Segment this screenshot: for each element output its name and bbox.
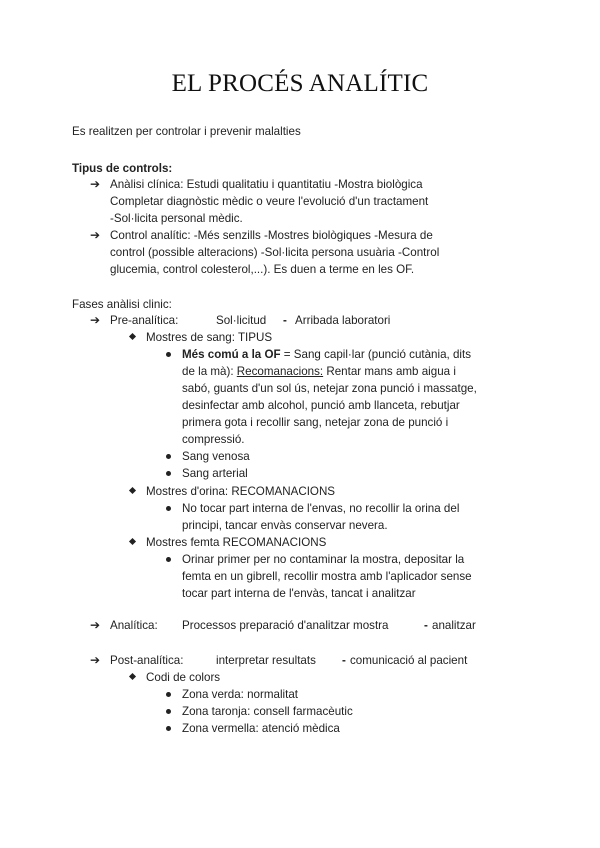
color-code-label: Codi de colors: [146, 671, 221, 684]
clinical-line-3: -Sol·licita personal mèdic.: [110, 212, 243, 225]
page-title: EL PROCÉS ANALÍTIC: [171, 70, 429, 97]
analytic-control-line-1: Control analític: -Més senzills -Mostres biològiques -Mesura de: [110, 229, 433, 242]
dot-bullet-icon: [166, 506, 171, 511]
dot-bullet-icon: [166, 471, 171, 476]
pre-analytic-label: Pre-analítica:: [110, 314, 179, 327]
pre-analytic-step-1: Sol·licitud: [216, 314, 267, 327]
urine-samples-label: Mostres d'orina: RECOMANACIONS: [146, 485, 336, 498]
capillary-line-1: Més comú a la OF = Sang capil·lar (punció cutània, dits: [182, 348, 472, 361]
feces-line-3: tocar part interna de l'envàs, tancat i analitzar: [182, 587, 416, 600]
arrow-bullet-icon: ➔: [90, 228, 101, 242]
diamond-bullet-icon: [129, 333, 136, 340]
post-analytic-text-2: comunicació al pacient: [350, 654, 468, 667]
analytic-text: Processos preparació d'analitzar mostra: [182, 619, 389, 632]
analytic-text-2: analitzar: [432, 619, 476, 632]
venous-blood: Sang venosa: [182, 450, 250, 463]
arterial-blood: Sang arterial: [182, 467, 248, 480]
color-red: Zona vermella: atenció mèdica: [182, 722, 340, 735]
capillary-line-2: de la mà): Recomanacions: Rentar mans amb aigua i: [182, 365, 456, 378]
analytic-control-line-3: glucemia, control colesterol,...). Es duen a terme en les OF.: [110, 263, 415, 276]
dot-bullet-icon: [166, 454, 171, 459]
diamond-bullet-icon: [129, 538, 136, 545]
capillary-line-3: sabó, guants d'un sol ús, netejar zona punció i massatge,: [182, 382, 477, 395]
analytic-control-line-2: control (possible alteracions) -Sol·licita persona usuària -Control: [110, 246, 440, 259]
feces-line-2: femta en un gibrell, recollir mostra amb l'aplicador sense: [182, 570, 472, 583]
pre-analytic-step-2: Arribada laboratori: [295, 314, 391, 327]
arrow-bullet-icon: ➔: [90, 618, 101, 632]
urine-line-1: No tocar part interna de l'envas, no recollir la orina del: [182, 502, 460, 515]
capillary-line-4: desinfectar amb alcohol, punció amb llanceta, rebutjar: [182, 399, 460, 412]
dot-bullet-icon: [166, 709, 171, 714]
dot-bullet-icon: [166, 352, 171, 357]
capillary-line-5: primera gota i recollir sang, netejar zona de punció i: [182, 416, 449, 429]
urine-line-2: principi, tancar envàs conservar nevera.: [182, 519, 388, 532]
capillary-line-6: compressió.: [182, 433, 245, 446]
intro-text: Es realitzen per controlar i prevenir malalties: [72, 125, 301, 138]
analytic-dash: -: [424, 619, 428, 632]
diamond-bullet-icon: [129, 673, 136, 680]
clinical-line-1: Anàlisi clínica: Estudi qualitatiu i quantitatiu -Mostra biològica: [110, 178, 423, 191]
arrow-bullet-icon: ➔: [90, 653, 101, 667]
phases-heading: Fases anàlisi clinic:: [72, 298, 172, 311]
controls-heading: Tipus de controls:: [72, 162, 173, 175]
feces-line-1: Orinar primer per no contaminar la mostra, depositar la: [182, 553, 465, 566]
color-orange: Zona taronja: consell farmacèutic: [182, 705, 353, 718]
arrow-bullet-icon: ➔: [90, 177, 101, 191]
arrow-bullet-icon: ➔: [90, 313, 101, 327]
clinical-line-2: Completar diagnòstic mèdic o veure l'evolució d'un tractament: [110, 195, 429, 208]
analytic-label: Analítica:: [110, 619, 158, 632]
dot-bullet-icon: [166, 692, 171, 697]
post-analytic-text: interpretar resultats: [216, 654, 316, 667]
feces-samples-label: Mostres femta RECOMANACIONS: [146, 536, 327, 549]
pre-analytic-dash: -: [283, 314, 287, 327]
post-analytic-dash: -: [342, 654, 346, 667]
blood-samples-label: Mostres de sang: TIPUS: [146, 331, 273, 344]
diamond-bullet-icon: [129, 487, 136, 494]
dot-bullet-icon: [166, 557, 171, 562]
color-green: Zona verda: normalitat: [182, 688, 298, 701]
post-analytic-label: Post-analítica:: [110, 654, 184, 667]
dot-bullet-icon: [166, 726, 171, 731]
